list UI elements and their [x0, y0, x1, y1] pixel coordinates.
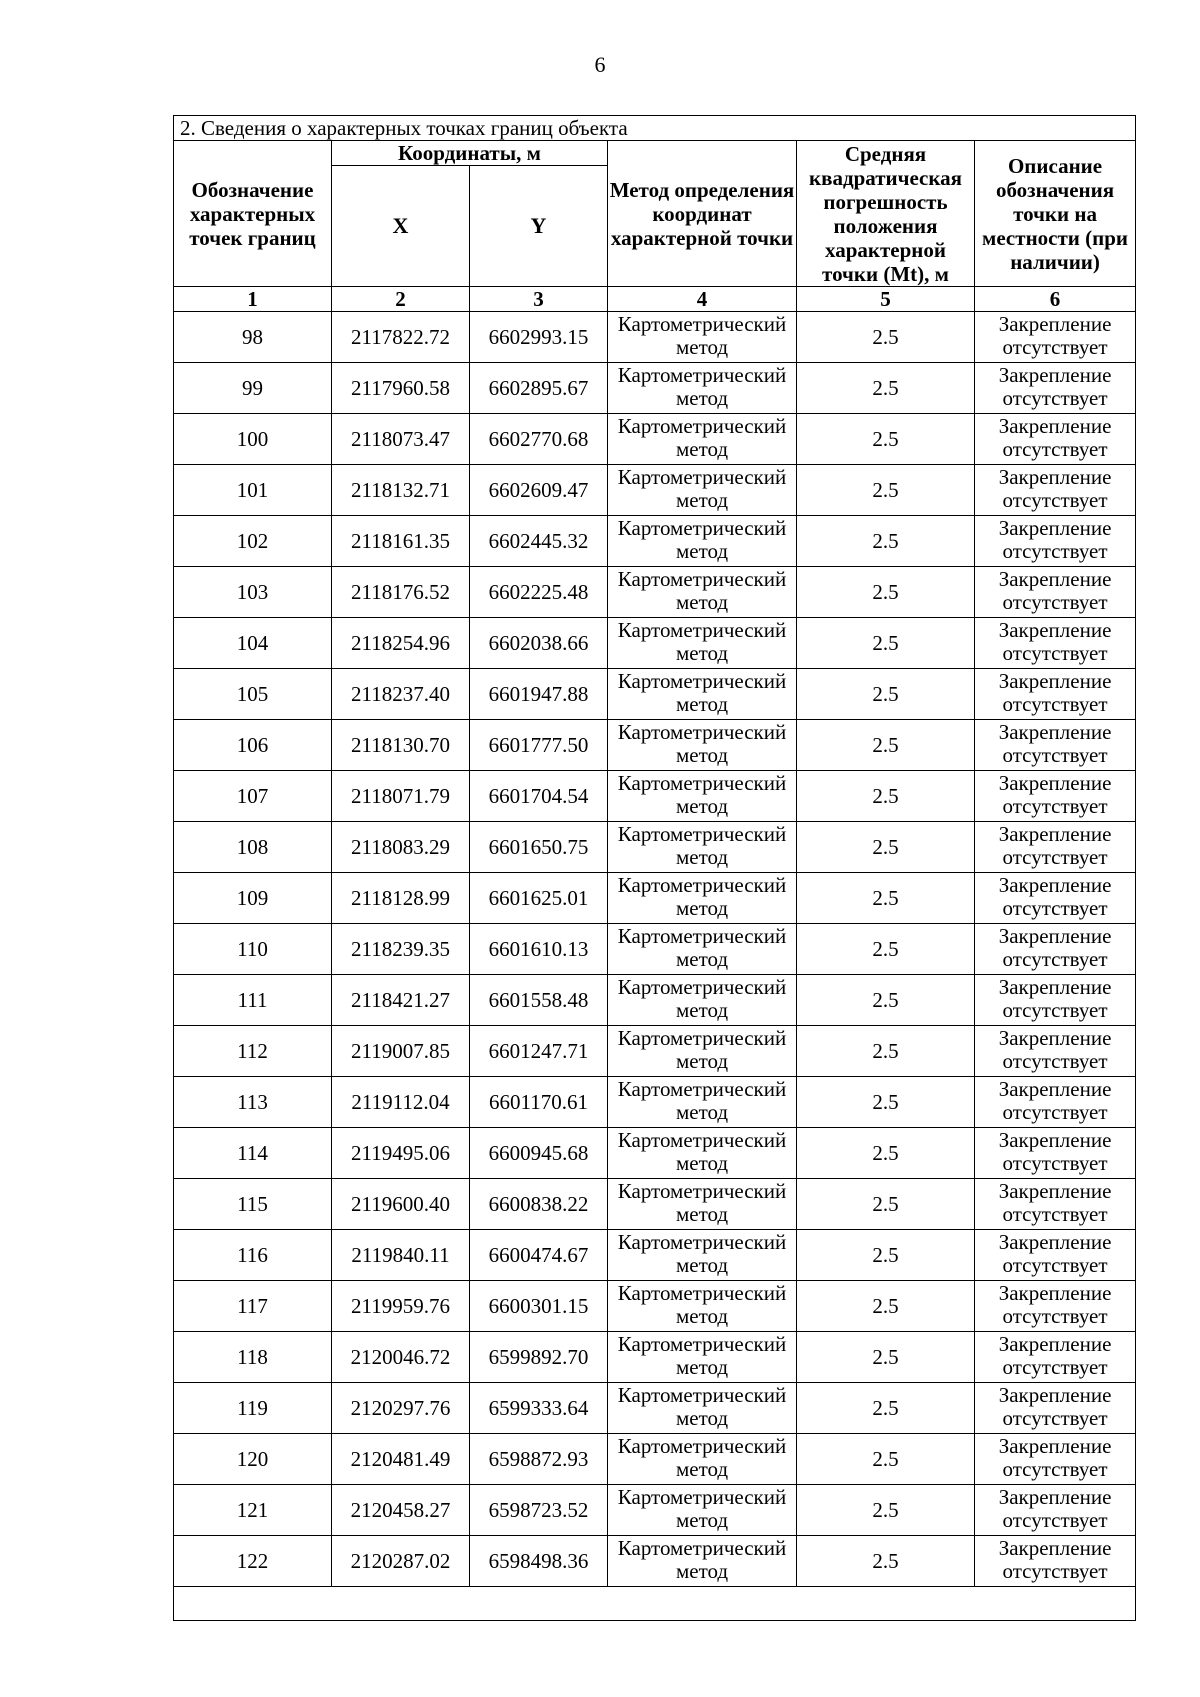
error-cell: 2.5 [797, 1485, 975, 1536]
error-cell: 2.5 [797, 924, 975, 975]
point-cell: 118 [174, 1332, 332, 1383]
table-body [174, 312, 1136, 1587]
point-cell: 116 [174, 1230, 332, 1281]
table-row [174, 771, 1136, 822]
method-cell: Картометрический метод [608, 1536, 797, 1587]
method-cell: Картометрический метод [608, 975, 797, 1026]
description-cell: Закрепление отсутствует [975, 567, 1136, 618]
table-row [174, 1281, 1136, 1332]
point-cell: 114 [174, 1128, 332, 1179]
x-coordinate-cell: 2118239.35 [332, 924, 470, 975]
method-cell: Картометрический метод [608, 1026, 797, 1077]
point-cell: 109 [174, 873, 332, 924]
description-cell: Закрепление отсутствует [975, 516, 1136, 567]
method-cell: Картометрический метод [608, 1179, 797, 1230]
method-cell: Картометрический метод [608, 312, 797, 363]
y-coordinate-cell: 6598498.36 [470, 1536, 608, 1587]
x-coordinate-cell: 2118237.40 [332, 669, 470, 720]
table-row [174, 1077, 1136, 1128]
description-cell: Закрепление отсутствует [975, 618, 1136, 669]
error-cell: 2.5 [797, 1536, 975, 1587]
table-row [174, 975, 1136, 1026]
y-coordinate-cell: 6599892.70 [470, 1332, 608, 1383]
description-cell: Закрепление отсутствует [975, 720, 1136, 771]
x-coordinate-cell: 2119112.04 [332, 1077, 470, 1128]
point-cell: 103 [174, 567, 332, 618]
point-cell: 106 [174, 720, 332, 771]
description-cell: Закрепление отсутствует [975, 822, 1136, 873]
x-coordinate-cell: 2118254.96 [332, 618, 470, 669]
x-coordinate-cell: 2118083.29 [332, 822, 470, 873]
method-cell: Картометрический метод [608, 669, 797, 720]
error-cell: 2.5 [797, 363, 975, 414]
y-coordinate-cell: 6601650.75 [470, 822, 608, 873]
description-cell: Закрепление отсутствует [975, 1485, 1136, 1536]
x-coordinate-cell: 2119959.76 [332, 1281, 470, 1332]
table-row [174, 1485, 1136, 1536]
x-coordinate-cell: 2117822.72 [332, 312, 470, 363]
x-coordinate-cell: 2118130.70 [332, 720, 470, 771]
error-cell: 2.5 [797, 567, 975, 618]
point-cell: 102 [174, 516, 332, 567]
y-coordinate-cell: 6601170.61 [470, 1077, 608, 1128]
description-cell: Закрепление отсутствует [975, 1332, 1136, 1383]
method-cell: Картометрический метод [608, 924, 797, 975]
point-cell: 104 [174, 618, 332, 669]
error-cell: 2.5 [797, 1128, 975, 1179]
table-row [174, 1179, 1136, 1230]
description-cell: Закрепление отсутствует [975, 924, 1136, 975]
y-coordinate-cell: 6600474.67 [470, 1230, 608, 1281]
error-cell: 2.5 [797, 720, 975, 771]
description-cell: Закрепление отсутствует [975, 465, 1136, 516]
point-cell: 107 [174, 771, 332, 822]
description-cell: Закрепление отсутствует [975, 1281, 1136, 1332]
description-cell: Закрепление отсутствует [975, 1536, 1136, 1587]
description-cell: Закрепление отсутствует [975, 363, 1136, 414]
empty-cell [174, 1587, 1136, 1621]
point-cell: 110 [174, 924, 332, 975]
y-coordinate-cell: 6601625.01 [470, 873, 608, 924]
description-cell: Закрепление отсутствует [975, 1434, 1136, 1485]
method-cell: Картометрический метод [608, 567, 797, 618]
table-row [174, 312, 1136, 363]
description-cell: Закрепление отсутствует [975, 771, 1136, 822]
column-number: 4 [608, 287, 797, 312]
error-cell: 2.5 [797, 1230, 975, 1281]
point-cell: 121 [174, 1485, 332, 1536]
table-row [174, 363, 1136, 414]
method-cell: Картометрический метод [608, 720, 797, 771]
y-coordinate-cell: 6599333.64 [470, 1383, 608, 1434]
table-row [174, 1128, 1136, 1179]
y-coordinate-cell: 6598872.93 [470, 1434, 608, 1485]
table-row [174, 720, 1136, 771]
header-description: Описание обозначения точки на местности (при наличии) [975, 141, 1136, 287]
y-coordinate-cell: 6601247.71 [470, 1026, 608, 1077]
method-cell: Картометрический метод [608, 1230, 797, 1281]
error-cell: 2.5 [797, 873, 975, 924]
x-coordinate-cell: 2117960.58 [332, 363, 470, 414]
description-cell: Закрепление отсутствует [975, 1179, 1136, 1230]
error-cell: 2.5 [797, 1332, 975, 1383]
method-cell: Картометрический метод [608, 1485, 797, 1536]
error-cell: 2.5 [797, 516, 975, 567]
y-coordinate-cell: 6600945.68 [470, 1128, 608, 1179]
column-number: 6 [975, 287, 1136, 312]
y-coordinate-cell: 6602038.66 [470, 618, 608, 669]
table-row [174, 822, 1136, 873]
point-cell: 99 [174, 363, 332, 414]
point-cell: 119 [174, 1383, 332, 1434]
header-point-designation: Обозначение характерных точек границ [174, 141, 332, 287]
y-coordinate-cell: 6602993.15 [470, 312, 608, 363]
x-coordinate-cell: 2118421.27 [332, 975, 470, 1026]
error-cell: 2.5 [797, 1434, 975, 1485]
error-cell: 2.5 [797, 1383, 975, 1434]
point-cell: 108 [174, 822, 332, 873]
description-cell: Закрепление отсутствует [975, 873, 1136, 924]
y-coordinate-cell: 6601704.54 [470, 771, 608, 822]
point-cell: 117 [174, 1281, 332, 1332]
error-cell: 2.5 [797, 1179, 975, 1230]
table-row [174, 1230, 1136, 1281]
x-coordinate-cell: 2118071.79 [332, 771, 470, 822]
x-coordinate-cell: 2120287.02 [332, 1536, 470, 1587]
page-number: 6 [594, 52, 606, 77]
header-y: Y [470, 166, 608, 287]
table-row [174, 1383, 1136, 1434]
y-coordinate-cell: 6602770.68 [470, 414, 608, 465]
table-row [174, 669, 1136, 720]
description-cell: Закрепление отсутствует [975, 414, 1136, 465]
column-number: 3 [470, 287, 608, 312]
point-cell: 105 [174, 669, 332, 720]
error-cell: 2.5 [797, 465, 975, 516]
point-cell: 111 [174, 975, 332, 1026]
header-method: Метод определения координат характерной точки [608, 141, 797, 287]
empty-footer-row [174, 1587, 1136, 1621]
x-coordinate-cell: 2118128.99 [332, 873, 470, 924]
table-row [174, 1026, 1136, 1077]
table-row [174, 465, 1136, 516]
x-coordinate-cell: 2118161.35 [332, 516, 470, 567]
point-cell: 115 [174, 1179, 332, 1230]
method-cell: Картометрический метод [608, 414, 797, 465]
x-coordinate-cell: 2119840.11 [332, 1230, 470, 1281]
point-cell: 113 [174, 1077, 332, 1128]
method-cell: Картометрический метод [608, 618, 797, 669]
table-row [174, 414, 1136, 465]
point-cell: 112 [174, 1026, 332, 1077]
method-cell: Картометрический метод [608, 771, 797, 822]
method-cell: Картометрический метод [608, 1128, 797, 1179]
description-cell: Закрепление отсутствует [975, 1383, 1136, 1434]
characteristic-points-table [173, 115, 1136, 1621]
x-coordinate-cell: 2118073.47 [332, 414, 470, 465]
method-cell: Картометрический метод [608, 363, 797, 414]
column-number: 5 [797, 287, 975, 312]
error-cell: 2.5 [797, 975, 975, 1026]
column-number: 2 [332, 287, 470, 312]
column-number-row [174, 287, 1136, 312]
error-cell: 2.5 [797, 414, 975, 465]
y-coordinate-cell: 6602895.67 [470, 363, 608, 414]
error-cell: 2.5 [797, 1077, 975, 1128]
point-cell: 122 [174, 1536, 332, 1587]
description-cell: Закрепление отсутствует [975, 1230, 1136, 1281]
x-coordinate-cell: 2119495.06 [332, 1128, 470, 1179]
y-coordinate-cell: 6601947.88 [470, 669, 608, 720]
error-cell: 2.5 [797, 669, 975, 720]
error-cell: 2.5 [797, 771, 975, 822]
table-row [174, 924, 1136, 975]
header-coordinates: Координаты, м [332, 141, 608, 166]
y-coordinate-cell: 6600301.15 [470, 1281, 608, 1332]
y-coordinate-cell: 6601558.48 [470, 975, 608, 1026]
header-error: Средняя квадратическая погрешность положения характерной точки (Mt), м [797, 141, 975, 287]
x-coordinate-cell: 2119007.85 [332, 1026, 470, 1077]
method-cell: Картометрический метод [608, 1383, 797, 1434]
y-coordinate-cell: 6601610.13 [470, 924, 608, 975]
method-cell: Картометрический метод [608, 873, 797, 924]
error-cell: 2.5 [797, 822, 975, 873]
y-coordinate-cell: 6602445.32 [470, 516, 608, 567]
y-coordinate-cell: 6601777.50 [470, 720, 608, 771]
table-row [174, 1434, 1136, 1485]
header-x: X [332, 166, 470, 287]
table-row [174, 618, 1136, 669]
description-cell: Закрепление отсутствует [975, 669, 1136, 720]
y-coordinate-cell: 6598723.52 [470, 1485, 608, 1536]
table-row [174, 567, 1136, 618]
error-cell: 2.5 [797, 618, 975, 669]
error-cell: 2.5 [797, 312, 975, 363]
y-coordinate-cell: 6602225.48 [470, 567, 608, 618]
x-coordinate-cell: 2118176.52 [332, 567, 470, 618]
error-cell: 2.5 [797, 1281, 975, 1332]
y-coordinate-cell: 6602609.47 [470, 465, 608, 516]
method-cell: Картометрический метод [608, 822, 797, 873]
description-cell: Закрепление отсутствует [975, 975, 1136, 1026]
method-cell: Картометрический метод [608, 465, 797, 516]
description-cell: Закрепление отсутствует [975, 312, 1136, 363]
table-row [174, 1536, 1136, 1587]
point-cell: 101 [174, 465, 332, 516]
method-cell: Картометрический метод [608, 1332, 797, 1383]
x-coordinate-cell: 2120481.49 [332, 1434, 470, 1485]
error-cell: 2.5 [797, 1026, 975, 1077]
point-cell: 98 [174, 312, 332, 363]
method-cell: Картометрический метод [608, 1077, 797, 1128]
point-cell: 120 [174, 1434, 332, 1485]
column-number: 1 [174, 287, 332, 312]
table-row [174, 516, 1136, 567]
x-coordinate-cell: 2120458.27 [332, 1485, 470, 1536]
description-cell: Закрепление отсутствует [975, 1077, 1136, 1128]
x-coordinate-cell: 2120297.76 [332, 1383, 470, 1434]
point-cell: 100 [174, 414, 332, 465]
x-coordinate-cell: 2118132.71 [332, 465, 470, 516]
method-cell: Картометрический метод [608, 1434, 797, 1485]
y-coordinate-cell: 6600838.22 [470, 1179, 608, 1230]
description-cell: Закрепление отсутствует [975, 1026, 1136, 1077]
x-coordinate-cell: 2120046.72 [332, 1332, 470, 1383]
method-cell: Картометрический метод [608, 1281, 797, 1332]
table-caption: 2. Сведения о характерных точках границ объекта [174, 116, 1136, 141]
description-cell: Закрепление отсутствует [975, 1128, 1136, 1179]
table-row [174, 1332, 1136, 1383]
x-coordinate-cell: 2119600.40 [332, 1179, 470, 1230]
method-cell: Картометрический метод [608, 516, 797, 567]
table-row [174, 873, 1136, 924]
